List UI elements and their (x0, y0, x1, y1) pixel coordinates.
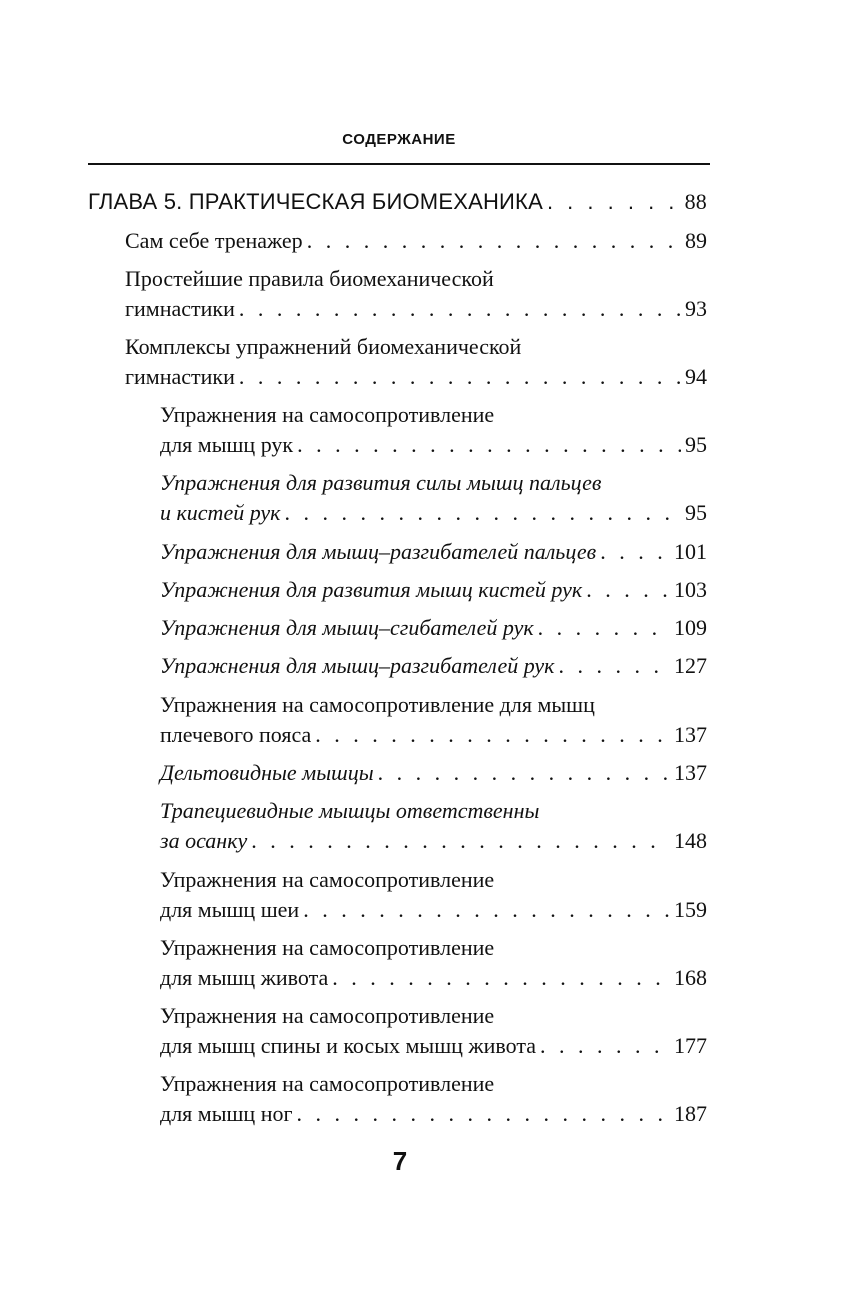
dot-leader (378, 758, 670, 788)
page-header-title: СОДЕРЖАНИЕ (342, 131, 456, 148)
toc-page-number: 93 (685, 296, 707, 321)
toc-page-number: 137 (674, 722, 707, 747)
toc-page-number: 103 (674, 577, 707, 602)
page-number: 7 (392, 1146, 408, 1176)
toc-entry-text-line1: Трапециевидные мышцы ответственны (160, 798, 540, 823)
toc-page-number: 187 (674, 1101, 707, 1126)
toc-page-number: 89 (685, 228, 707, 253)
toc-entry-text: Упражнения для мышц–разгибателей пальцев (160, 539, 597, 564)
toc-entry-text: Дельтовидные мышцы (160, 760, 374, 785)
toc-entry-text: и кистей рук (160, 500, 281, 525)
toc-entry-text: для мышц ног (160, 1101, 293, 1126)
toc-entry-text-line1: Упражнения для развития силы мышц пальцев (160, 470, 602, 495)
toc-entry[interactable] (125, 332, 707, 392)
dot-leader (251, 826, 670, 856)
header-divider (88, 163, 710, 165)
toc-page-number: 137 (674, 760, 707, 785)
toc-entry[interactable] (160, 796, 707, 856)
toc-entry-text-line1: Комплексы упражнений биомеханической (125, 334, 522, 359)
toc-entry-text: Сам себе тренажер (125, 228, 303, 253)
toc-entry-text-line1: Простейшие правила биомеханической (125, 266, 494, 291)
dot-leader (239, 362, 681, 392)
dot-leader (284, 498, 681, 528)
dot-leader (538, 613, 670, 643)
toc-entry-text-line1: Упражнения на самосопротивление (160, 1003, 495, 1028)
toc-entry-chapter-5[interactable] (88, 187, 707, 217)
toc-entry[interactable] (160, 613, 707, 643)
toc-page-number: 109 (674, 615, 707, 640)
dot-leader (586, 575, 670, 605)
toc-entry-text: Упражнения для мышц–разгибателей рук (160, 653, 555, 678)
toc-entry[interactable] (160, 537, 707, 567)
toc-page-number: 95 (685, 432, 707, 457)
toc-entry[interactable] (160, 400, 707, 460)
toc-entry[interactable] (125, 264, 707, 324)
dot-leader (540, 1031, 670, 1061)
toc-page-number: 101 (674, 539, 707, 564)
dot-leader (558, 651, 670, 681)
dot-leader (315, 720, 670, 750)
toc-page-number: 127 (674, 653, 707, 678)
toc-entry-text: для мышц шеи (160, 897, 300, 922)
toc-entry[interactable] (160, 1001, 707, 1061)
toc-entry-text: Упражнения для мышц–сгибателей рук (160, 615, 534, 640)
toc-entry[interactable] (160, 690, 707, 750)
toc-entry-text-line1: Упражнения на самосопротивление (160, 935, 495, 960)
toc-entry[interactable] (160, 758, 707, 788)
toc-page-number: 168 (674, 965, 707, 990)
toc-entry-text: за осанку (160, 828, 248, 853)
toc-page-number: 148 (674, 828, 707, 853)
toc-entry-text-line1: Упражнения на самосопротивление (160, 1071, 495, 1096)
toc-entry-text: гимнастики (125, 296, 235, 321)
toc-entry-text: для мышц рук (160, 432, 294, 457)
toc-entry-text: плечевого пояса (160, 722, 312, 747)
dot-leader (547, 187, 681, 217)
toc-page-number: 177 (674, 1033, 707, 1058)
toc-page-number: 95 (685, 500, 707, 525)
dot-leader (600, 537, 670, 567)
toc-entry[interactable] (160, 865, 707, 925)
toc-page-number: 94 (685, 364, 707, 389)
toc-entry[interactable] (160, 933, 707, 993)
toc-entry[interactable] (160, 468, 707, 528)
dot-leader (297, 430, 681, 460)
toc-entry-text: ГЛАВА 5. ПРАКТИЧЕСКАЯ БИОМЕХАНИКА (88, 189, 543, 214)
toc-entry[interactable] (160, 1069, 707, 1129)
toc-entry-text: для мышц спины и косых мышц живота (160, 1033, 536, 1058)
toc-entry-text-line1: Упражнения на самосопротивление для мышц (160, 692, 595, 717)
toc-entry[interactable] (160, 575, 707, 605)
dot-leader (332, 963, 670, 993)
dot-leader (239, 294, 681, 324)
toc-page-number: 159 (674, 897, 707, 922)
toc-entry-text: для мышц живота (160, 965, 329, 990)
toc-page-number: 88 (684, 189, 707, 214)
dot-leader (297, 1099, 670, 1129)
toc-entry[interactable] (125, 226, 707, 256)
toc-entry-text-line1: Упражнения на самосопротивление (160, 867, 495, 892)
toc-entry-text: Упражнения для развития мышц кистей рук (160, 577, 583, 602)
toc-entry-text: гимнастики (125, 364, 235, 389)
dot-leader (303, 895, 670, 925)
toc-entry[interactable] (160, 651, 707, 681)
toc-entry-text-line1: Упражнения на самосопротивление (160, 402, 495, 427)
dot-leader (307, 226, 681, 256)
